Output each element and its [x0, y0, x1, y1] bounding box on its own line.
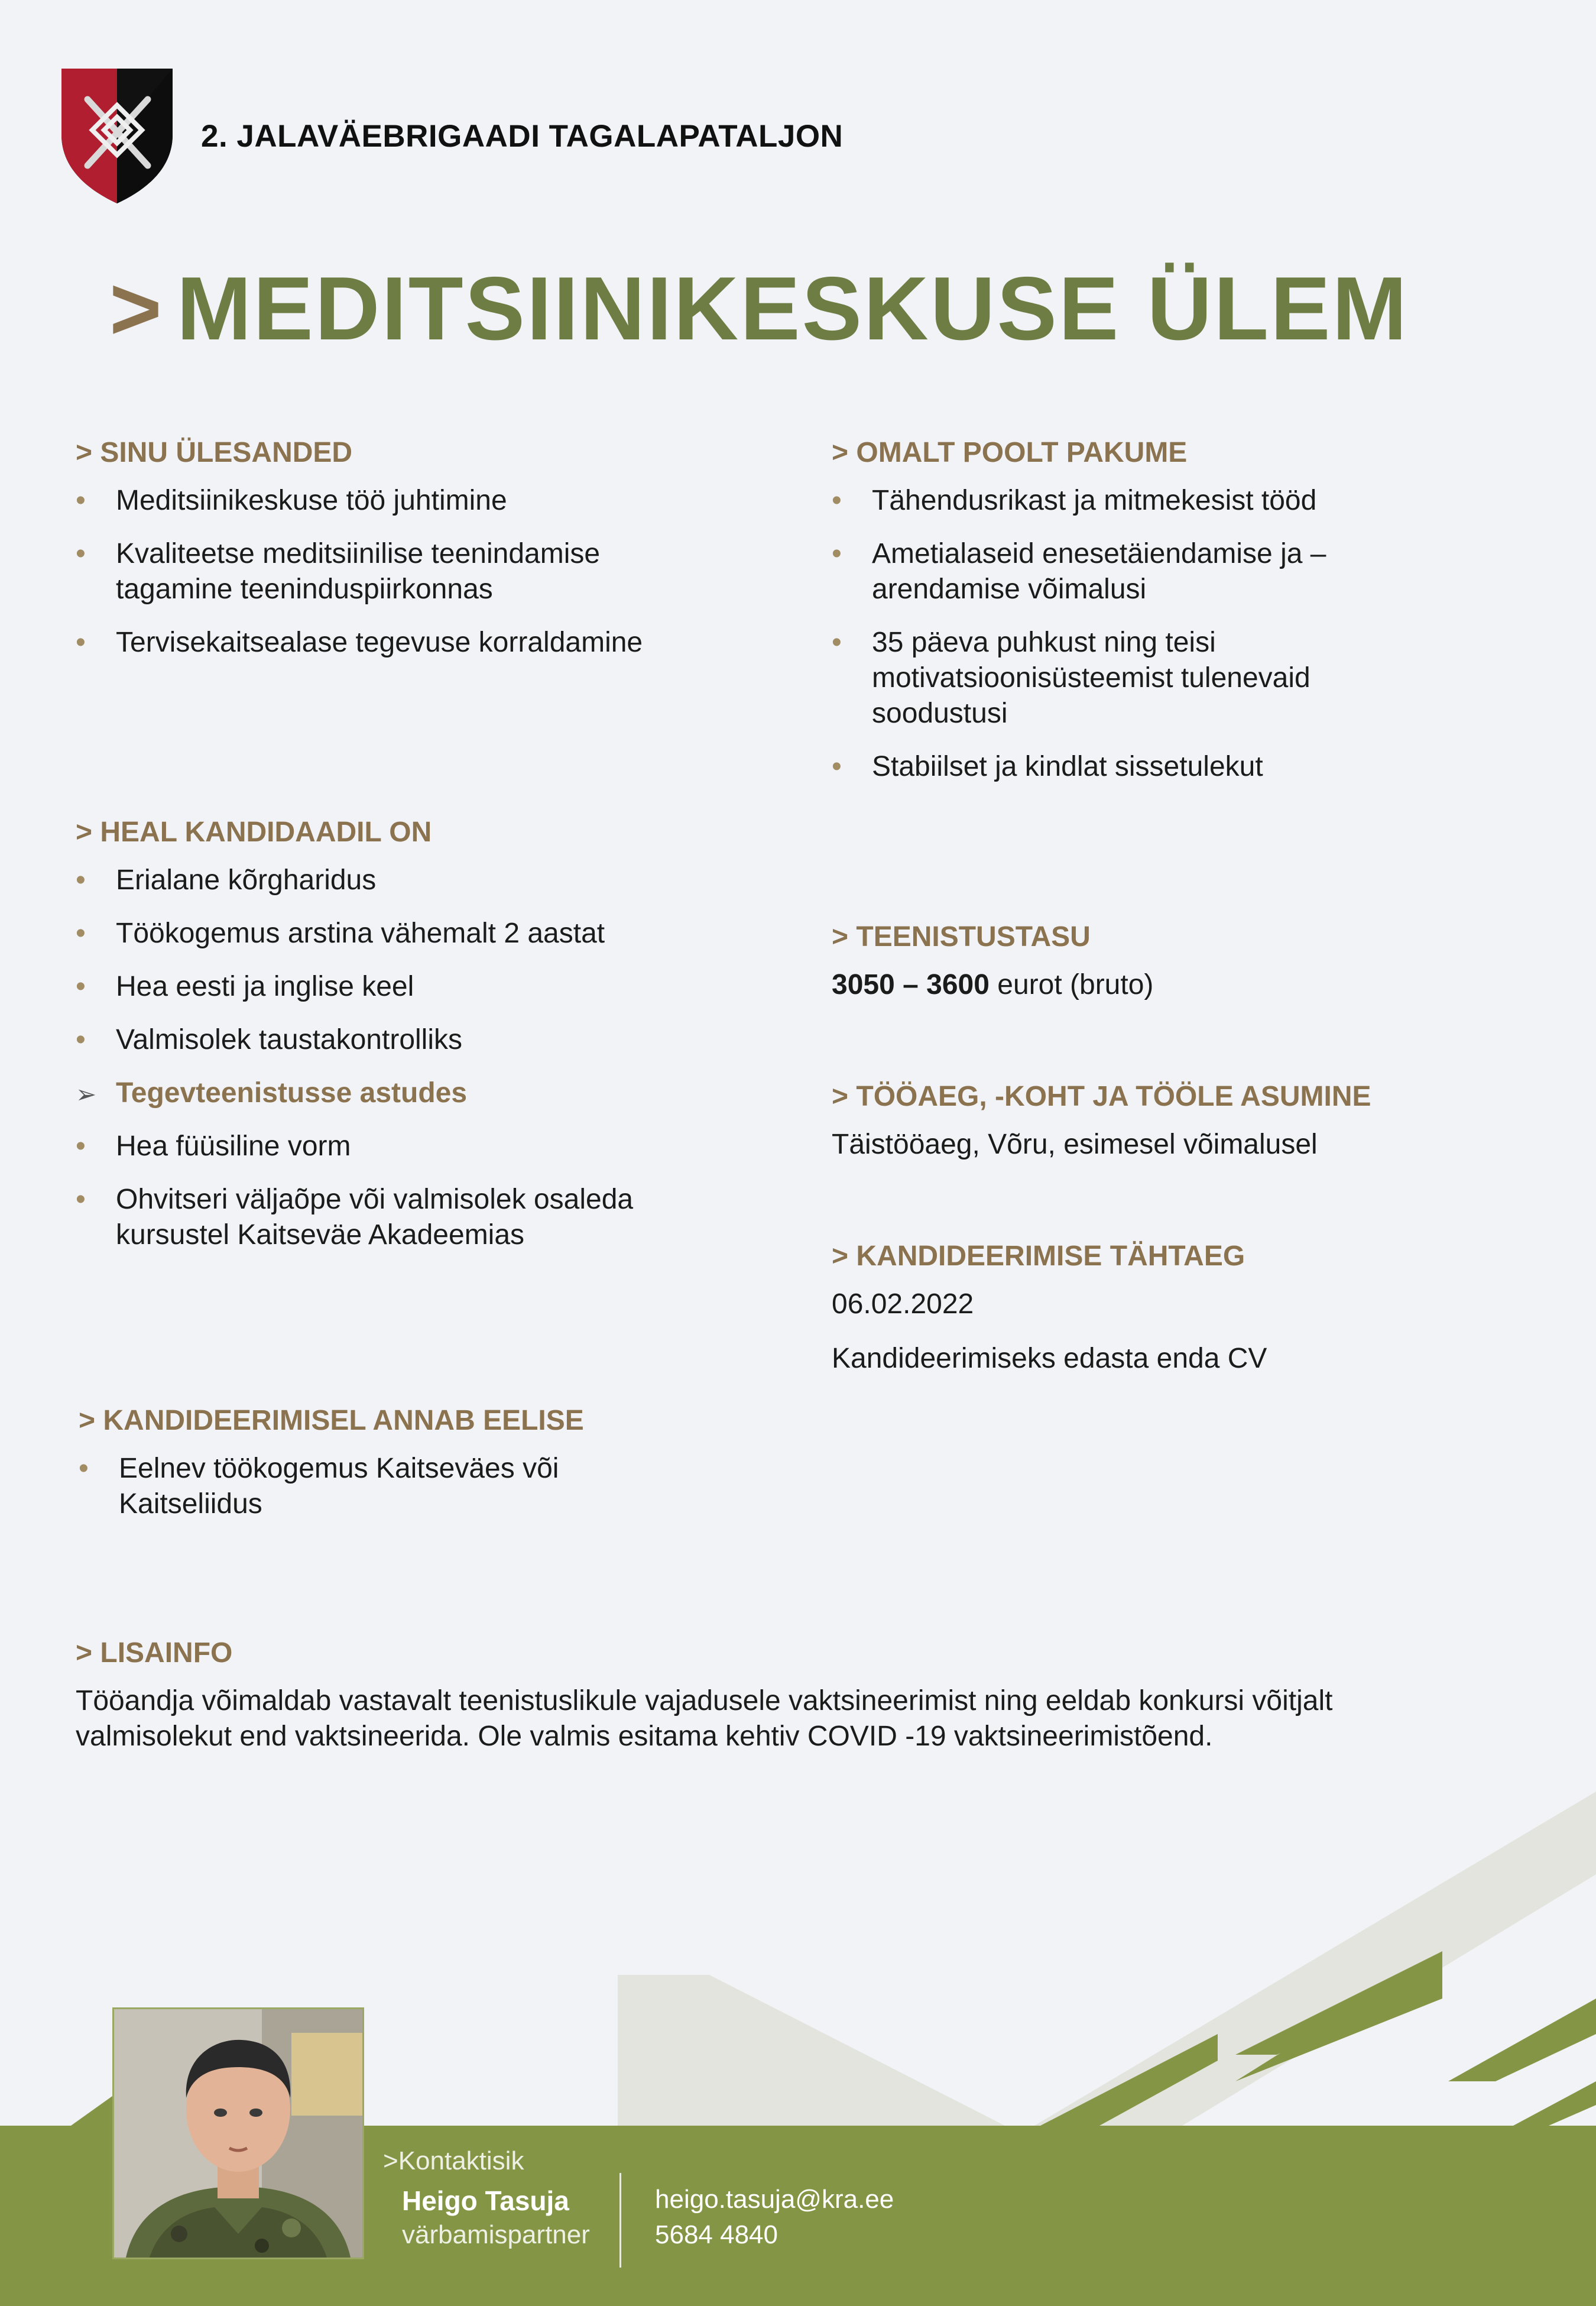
contact-name: Heigo Tasuja	[402, 2185, 569, 2216]
salary-section	[832, 921, 1541, 1003]
tasks-section	[76, 436, 761, 678]
list-item: • Eelnev töökogemus Kaitseväes või Kaitseliidus	[79, 1453, 559, 1520]
deadline-section	[832, 1240, 1541, 1377]
sub-heading: ➢ Tegevteenistusse astudes	[76, 1077, 468, 1109]
contact-divider	[619, 2173, 621, 2268]
list-item: • Ohvitseri väljaõpe või valmisolek osaleda kursustel Kaitseväe Akadeemias	[76, 1184, 634, 1251]
list-item: • Kvaliteetse meditsiinilise teenindamise tagamine teeninduspiirkonnas	[76, 538, 601, 605]
list-item: • Tervisekaitsealase tegevuse korraldamine	[76, 627, 643, 658]
candidate-section	[76, 816, 761, 1271]
worktime-title: > TÖÖAEG, -KOHT JA TÖÖLE ASUMINE	[832, 1081, 1371, 1112]
salary-value: 3050 – 3600 eurot (bruto)	[832, 969, 1154, 1000]
advantage-title: > KANDIDEERIMISEL ANNAB EELISE	[79, 1405, 584, 1436]
page-title	[109, 257, 1409, 361]
list-item: • Töökogemus arstina vähemalt 2 aastat	[76, 918, 605, 949]
candidate-title: > HEAL KANDIDAADIL ON	[76, 817, 432, 848]
offer-title: > OMALT POOLT PAKUME	[832, 437, 1188, 468]
info-section	[76, 1637, 1459, 1754]
list-item: • Ametialaseid enesetäiendamise ja –arendamise võimalusi	[832, 538, 1326, 605]
advantage-section	[79, 1404, 729, 1540]
worktime-text: Täistööaeg, Võru, esimesel võimalusel	[832, 1129, 1318, 1160]
offer-section	[832, 436, 1541, 802]
info-title: > LISAINFO	[76, 1637, 233, 1669]
list-item: • Meditsiinikeskuse töö juhtimine	[76, 485, 507, 516]
contact-label: >Kontaktisik	[383, 2146, 524, 2175]
contact-role: värbamispartner	[402, 2220, 590, 2249]
list-item: • 35 päeva puhkust ning teisi motivatsioonisüsteemist tulenevaid soodustusi	[832, 627, 1310, 729]
list-item: • Erialane kõrgharidus	[76, 864, 377, 896]
info-text: Tööandja võimaldab vastavalt teenistuslikule vajadusele vaktsineerimist ning eeldab konkursi võitjalt valmisolekut end vaktsineerida. Ole valmis esitama kehtiv COVID -19 vaktsineerimistõend.	[76, 1685, 1333, 1752]
list-item: • Valmisolek taustakontrolliks	[76, 1024, 463, 1055]
list-item: • Tähendusrikast ja mitmekesist tööd	[832, 485, 1317, 516]
brigade-shield-icon	[59, 64, 175, 206]
list-item: • Stabiilset ja kindlat sissetulekut	[832, 751, 1263, 782]
salary-title: > TEENISTUSTASU	[832, 921, 1091, 953]
title-arrow: >	[109, 258, 164, 359]
title-text: MEDITSIINIKESKUSE ÜLEM	[176, 258, 1409, 359]
list-item: • Hea eesti ja inglise keel	[76, 971, 414, 1002]
contact-email-link[interactable]: heigo.tasuja@kra.ee	[655, 2185, 894, 2214]
worktime-section	[832, 1080, 1571, 1162]
deadline-title: > KANDIDEERIMISE TÄHTAEG	[832, 1241, 1245, 1272]
deadline-text: Kandideerimiseks edasta enda CV	[832, 1343, 1267, 1374]
list-item: • Hea füüsiline vorm	[76, 1131, 351, 1162]
contact-person-photo	[112, 2007, 364, 2259]
contact-phone[interactable]: 5684 4840	[655, 2220, 778, 2249]
organization-name: 2. JALAVÄEBRIGAADI TAGALAPATALJON	[201, 119, 844, 154]
deadline-date: 06.02.2022	[832, 1288, 974, 1320]
tasks-title: > SINU ÜLESANDED	[76, 437, 353, 468]
